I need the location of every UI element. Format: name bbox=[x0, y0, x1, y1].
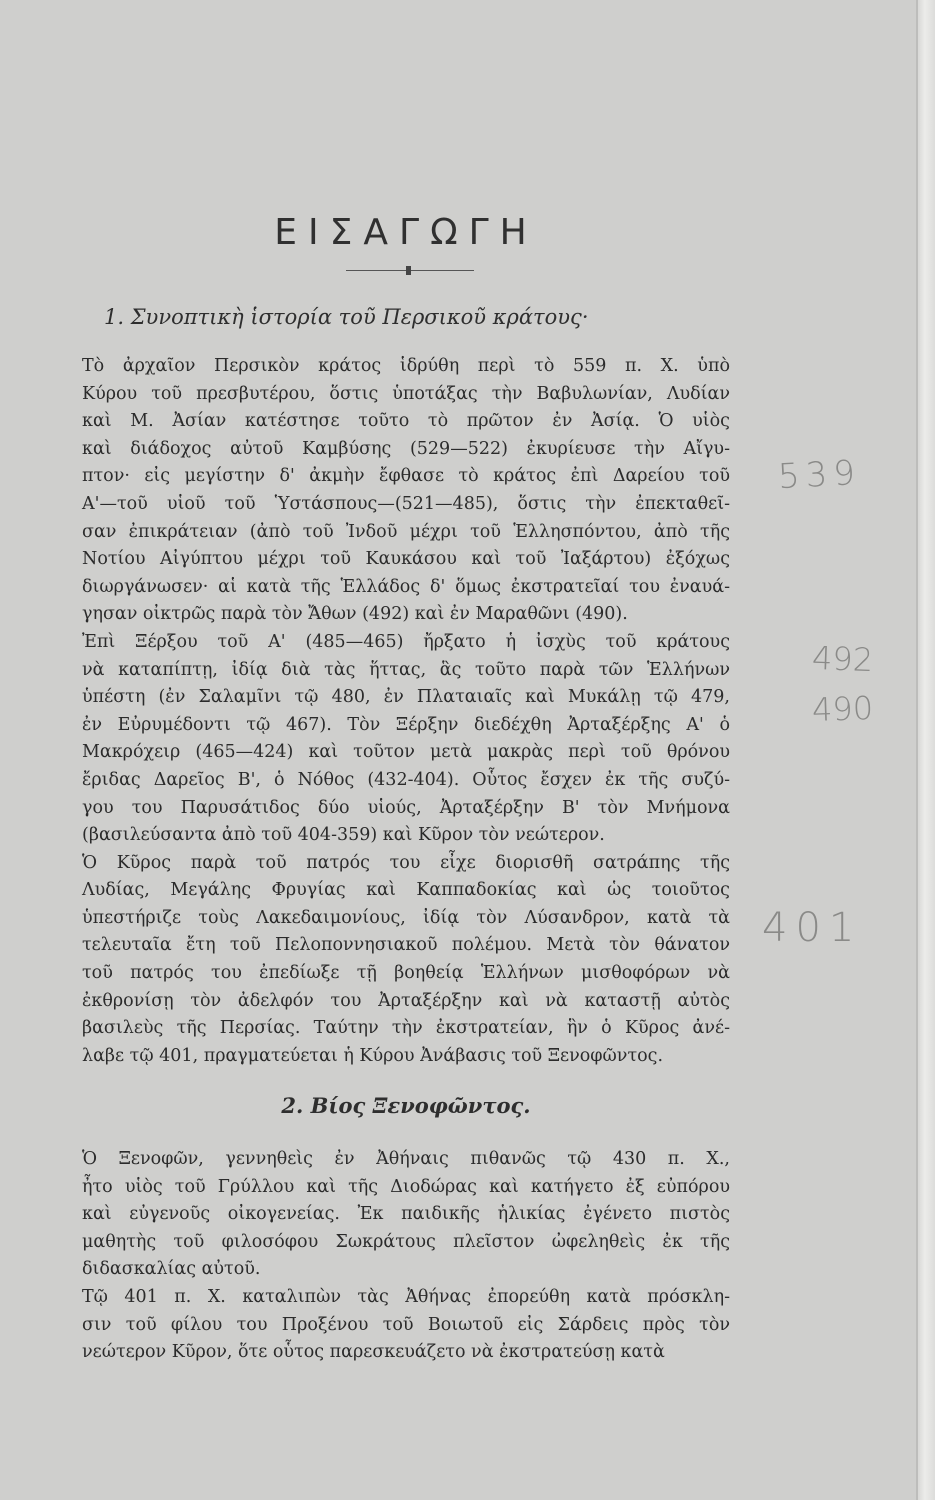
text-line: ὑπεστήριζε τοὺς Λακεδαιμονίους, ἰδίᾳ τὸν Λύσανδρον, κατὰ τὰ bbox=[82, 907, 730, 928]
text-line: τελευταῖα ἔτη τοῦ Πελοποννησιακοῦ πολέμου. Μετὰ τὸν θάνατον bbox=[82, 935, 730, 956]
text-line: Ὁ Κῦρος παρὰ τοῦ πατρός του εἶχε διορισθῆ σατράπης τῆς bbox=[82, 852, 730, 873]
section-heading-2: 2. Βίος Ξενοφῶντος. bbox=[281, 1093, 531, 1118]
section-body-2 bbox=[82, 1146, 730, 1367]
text-line: σιν τοῦ φίλου του Προξένου τοῦ Βοιωτοῦ εἰς Σάρδεις πρὸς τὸν bbox=[82, 1314, 730, 1335]
text-line: Κύρου τοῦ πρεσβυτέρου, ὅστις ὑποτάξας τὴν Βαβυλωνίαν, Λυδίαν bbox=[82, 383, 730, 404]
text-line: (βασιλεύσαντα ἀπὸ τοῦ 404-359) καὶ Κῦρον τὸν νεώτερον. bbox=[82, 825, 605, 846]
text-line: νεώτερον Κῦρον, ὅτε οὗτος παρεσκευάζετο νὰ ἐκστρατεύσῃ κατὰ bbox=[82, 1342, 665, 1363]
text-line: λαβε τῷ 401, πραγματεύεται ἡ Κύρου Ἀνάβασις τοῦ Ξενοφῶντος. bbox=[82, 1045, 664, 1066]
margin-note: 490 bbox=[811, 688, 874, 730]
text-line: ἐκθρονίσῃ τὸν ἀδελφόν του Ἀρταξέρξην καὶ νὰ καταστῇ αὐτὸς bbox=[82, 990, 730, 1011]
text-line: Α'—τοῦ υἱοῦ τοῦ Ὑστάσπους—(521—485), ὅστις τὴν ἐπεκταθεῖ- bbox=[82, 493, 730, 514]
text-line: Ὁ Ξενοφῶν, γεννηθεὶς ἐν Ἀθήναις πιθανῶς τῷ 430 π. Χ., bbox=[82, 1149, 730, 1169]
text-line: βασιλεὺς τῆς Περσίας. Ταύτην τὴν ἐκστρατείαν, ἣν ὁ Κῦρος ἀνέ- bbox=[82, 1018, 730, 1039]
page-edge bbox=[918, 0, 935, 1500]
section-body-1 bbox=[82, 353, 730, 1070]
text-line: γου του Παρυσάτιδος δύο υἱούς, Ἀρταξέρξην Β' τὸν Μνήμονα bbox=[82, 797, 730, 818]
text-line: ἐν Εὐρυμέδοντι τῷ 467). Τὸν Ξέρξην διεδέχθη Ἀρταξέρξης Α' ὁ bbox=[82, 714, 730, 735]
text-line: Τῷ 401 π. Χ. καταλιπὼν τὰς Ἀθήνας ἐπορεύθη κατὰ πρόσκλη- bbox=[82, 1286, 730, 1307]
margin-note: 401 bbox=[762, 905, 863, 951]
text-line: μαθητὴς τοῦ φιλοσόφου Σωκράτους πλεῖστον ὠφεληθεὶς ἐκ τῆς bbox=[82, 1231, 730, 1252]
text-line: καὶ εὐγενοῦς οἰκογενείας. Ἐκ παιδικῆς ἡλικίας ἐγένετο πιστὸς bbox=[82, 1204, 730, 1225]
text-line: Μακρόχειρ (465—424) καὶ τοῦτον μετὰ μακρὰς περὶ τοῦ θρόνου bbox=[82, 742, 730, 763]
title-rule-ornament bbox=[406, 266, 411, 275]
text-line: πτον· εἰς μεγίστην δ' ἀκμὴν ἔφθασε τὸ κράτος ἐπὶ Δαρείου τοῦ bbox=[82, 466, 730, 487]
text-line: ἔριδας Δαρεῖος Β', ὁ Νόθος (432-404). Οὗτος ἔσχεν ἐκ τῆς συζύ- bbox=[82, 769, 730, 790]
text-line: ὑπέστη (ἐν Σαλαμῖνι τῷ 480, ἐν Πλαταιαῖς καὶ Μυκάλῃ τῷ 479, bbox=[82, 687, 730, 708]
text-line: Λυδίας, Μεγάλης Φρυγίας καὶ Καππαδοκίας καὶ ὡς τοιοῦτος bbox=[82, 880, 730, 901]
text-line: Ἐπὶ Ξέρξου τοῦ Α' (485—465) ἤρξατο ἡ ἰσχὺς τοῦ κράτους bbox=[82, 631, 730, 652]
text-line: ἦτο υἱὸς τοῦ Γρύλλου καὶ τῆς Διοδώρας καὶ κατήγετο ἐξ εὐπόρου bbox=[82, 1176, 730, 1197]
text-line: διδασκαλίας αὐτοῦ. bbox=[82, 1259, 261, 1280]
margin-note: 539 bbox=[777, 452, 862, 498]
text-line: καὶ Μ. Ἀσίαν κατέστησε τοῦτο τὸ πρῶτον ἐν Ἀσίᾳ. Ὁ υἱὸς bbox=[82, 411, 730, 432]
text-line: νὰ καταπίπτῃ, ἰδίᾳ διὰ τὰς ἥττας, ἃς τοῦτο παρὰ τῶν Ἑλλήνων bbox=[82, 659, 730, 680]
section-heading-1: 1. Συνοπτικὴ ἱστορία τοῦ Περσικοῦ κράτους· bbox=[104, 305, 589, 329]
text-line: διωργάνωσεν· αἱ κατὰ τῆς Ἑλλάδος δ' ὅμως ἐκστρατεῖαί του ἐναυά- bbox=[82, 576, 730, 597]
page-title: ΕΙΣΑΓΩΓΗ bbox=[274, 212, 538, 253]
text-line: τοῦ πατρός του ἐπεδίωξε τῇ βοηθείᾳ Ἑλλήνων μισθοφόρων νὰ bbox=[82, 963, 730, 984]
text-line: γησαν οἰκτρῶς παρὰ τὸν Ἄθων (492) καὶ ἐν Μαραθῶνι (490). bbox=[82, 604, 628, 625]
text-line: καὶ διάδοχος αὐτοῦ Καμβύσης (529—522) ἐκυρίευσε τὴν Αἴγυ- bbox=[82, 438, 730, 459]
text-line: Τὸ ἀρχαῖον Περσικὸν κράτος ἱδρύθη περὶ τὸ 559 π. Χ. ὑπὸ bbox=[82, 356, 730, 376]
text-line: Νοτίου Αἰγύπτου μέχρι τοῦ Καυκάσου καὶ τοῦ Ἰαξάρτου) ἐξόχως bbox=[82, 549, 730, 570]
text-line: σαν ἐπικράτειαν (ἀπὸ τοῦ Ἰνδοῦ μέχρι τοῦ Ἑλλησπόντου, ἀπὸ τῆς bbox=[82, 521, 730, 542]
margin-note: 492 bbox=[811, 638, 874, 680]
